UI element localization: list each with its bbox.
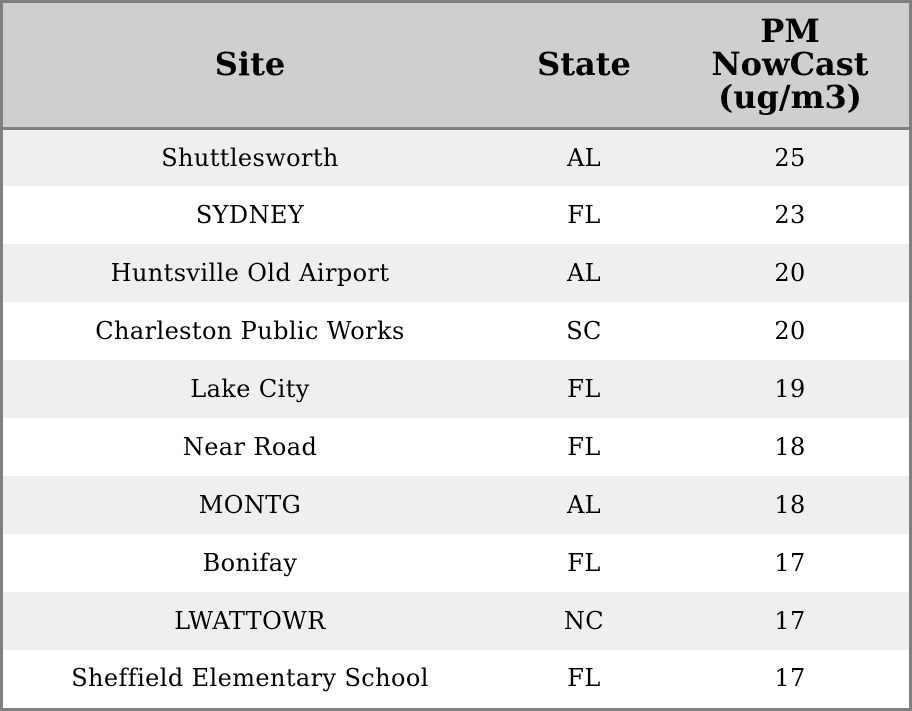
table-row xyxy=(3,128,909,186)
cell-site: Charleston Public Works xyxy=(95,317,405,345)
cell-pm: 17 xyxy=(774,549,806,577)
cell-site: Lake City xyxy=(190,375,310,403)
cell-state: FL xyxy=(567,201,601,229)
cell-state: FL xyxy=(567,375,601,403)
cell-site: Sheffield Elementary School xyxy=(71,663,429,692)
table-row xyxy=(3,418,909,476)
cell-site: Huntsville Old Airport xyxy=(110,259,390,287)
cell-site: Bonifay xyxy=(202,549,298,577)
table-row xyxy=(3,360,909,418)
table-row xyxy=(3,650,909,705)
cell-site: Near Road xyxy=(182,433,318,461)
header-row xyxy=(3,3,909,128)
cell-state: NC xyxy=(563,607,605,635)
cell-state: AL xyxy=(566,143,602,172)
cell-pm: 17 xyxy=(774,607,806,635)
cell-state: AL xyxy=(566,491,602,519)
table-row xyxy=(3,592,909,650)
table-row xyxy=(3,302,909,360)
pm-nowcast-table xyxy=(3,3,909,705)
column-header-pm-nowcast: PM NowCast (ug/m3) xyxy=(671,3,909,128)
cell-state: AL xyxy=(566,259,602,287)
cell-site: MONTG xyxy=(198,491,302,519)
cell-state: FL xyxy=(567,549,601,577)
cell-state: FL xyxy=(567,663,601,692)
table-row xyxy=(3,534,909,592)
cell-pm: 25 xyxy=(774,143,806,172)
cell-site: Shuttlesworth xyxy=(161,143,339,172)
cell-pm: 20 xyxy=(774,317,806,345)
column-header-site: Site xyxy=(3,3,497,128)
cell-pm: 19 xyxy=(774,375,806,403)
table-row xyxy=(3,186,909,244)
table-body xyxy=(3,128,909,705)
table-row xyxy=(3,244,909,302)
cell-site: LWATTOWR xyxy=(174,607,326,635)
cell-site: SYDNEY xyxy=(195,201,305,229)
cell-pm: 20 xyxy=(774,259,806,287)
cell-state: FL xyxy=(567,433,601,461)
column-header-state: State xyxy=(497,3,671,128)
cell-pm: 18 xyxy=(774,491,806,519)
table-header xyxy=(3,3,909,128)
table-row xyxy=(3,476,909,534)
cell-pm: 23 xyxy=(774,201,806,229)
cell-pm: 17 xyxy=(774,663,806,692)
cell-pm: 18 xyxy=(774,433,806,461)
cell-state: SC xyxy=(566,317,602,345)
